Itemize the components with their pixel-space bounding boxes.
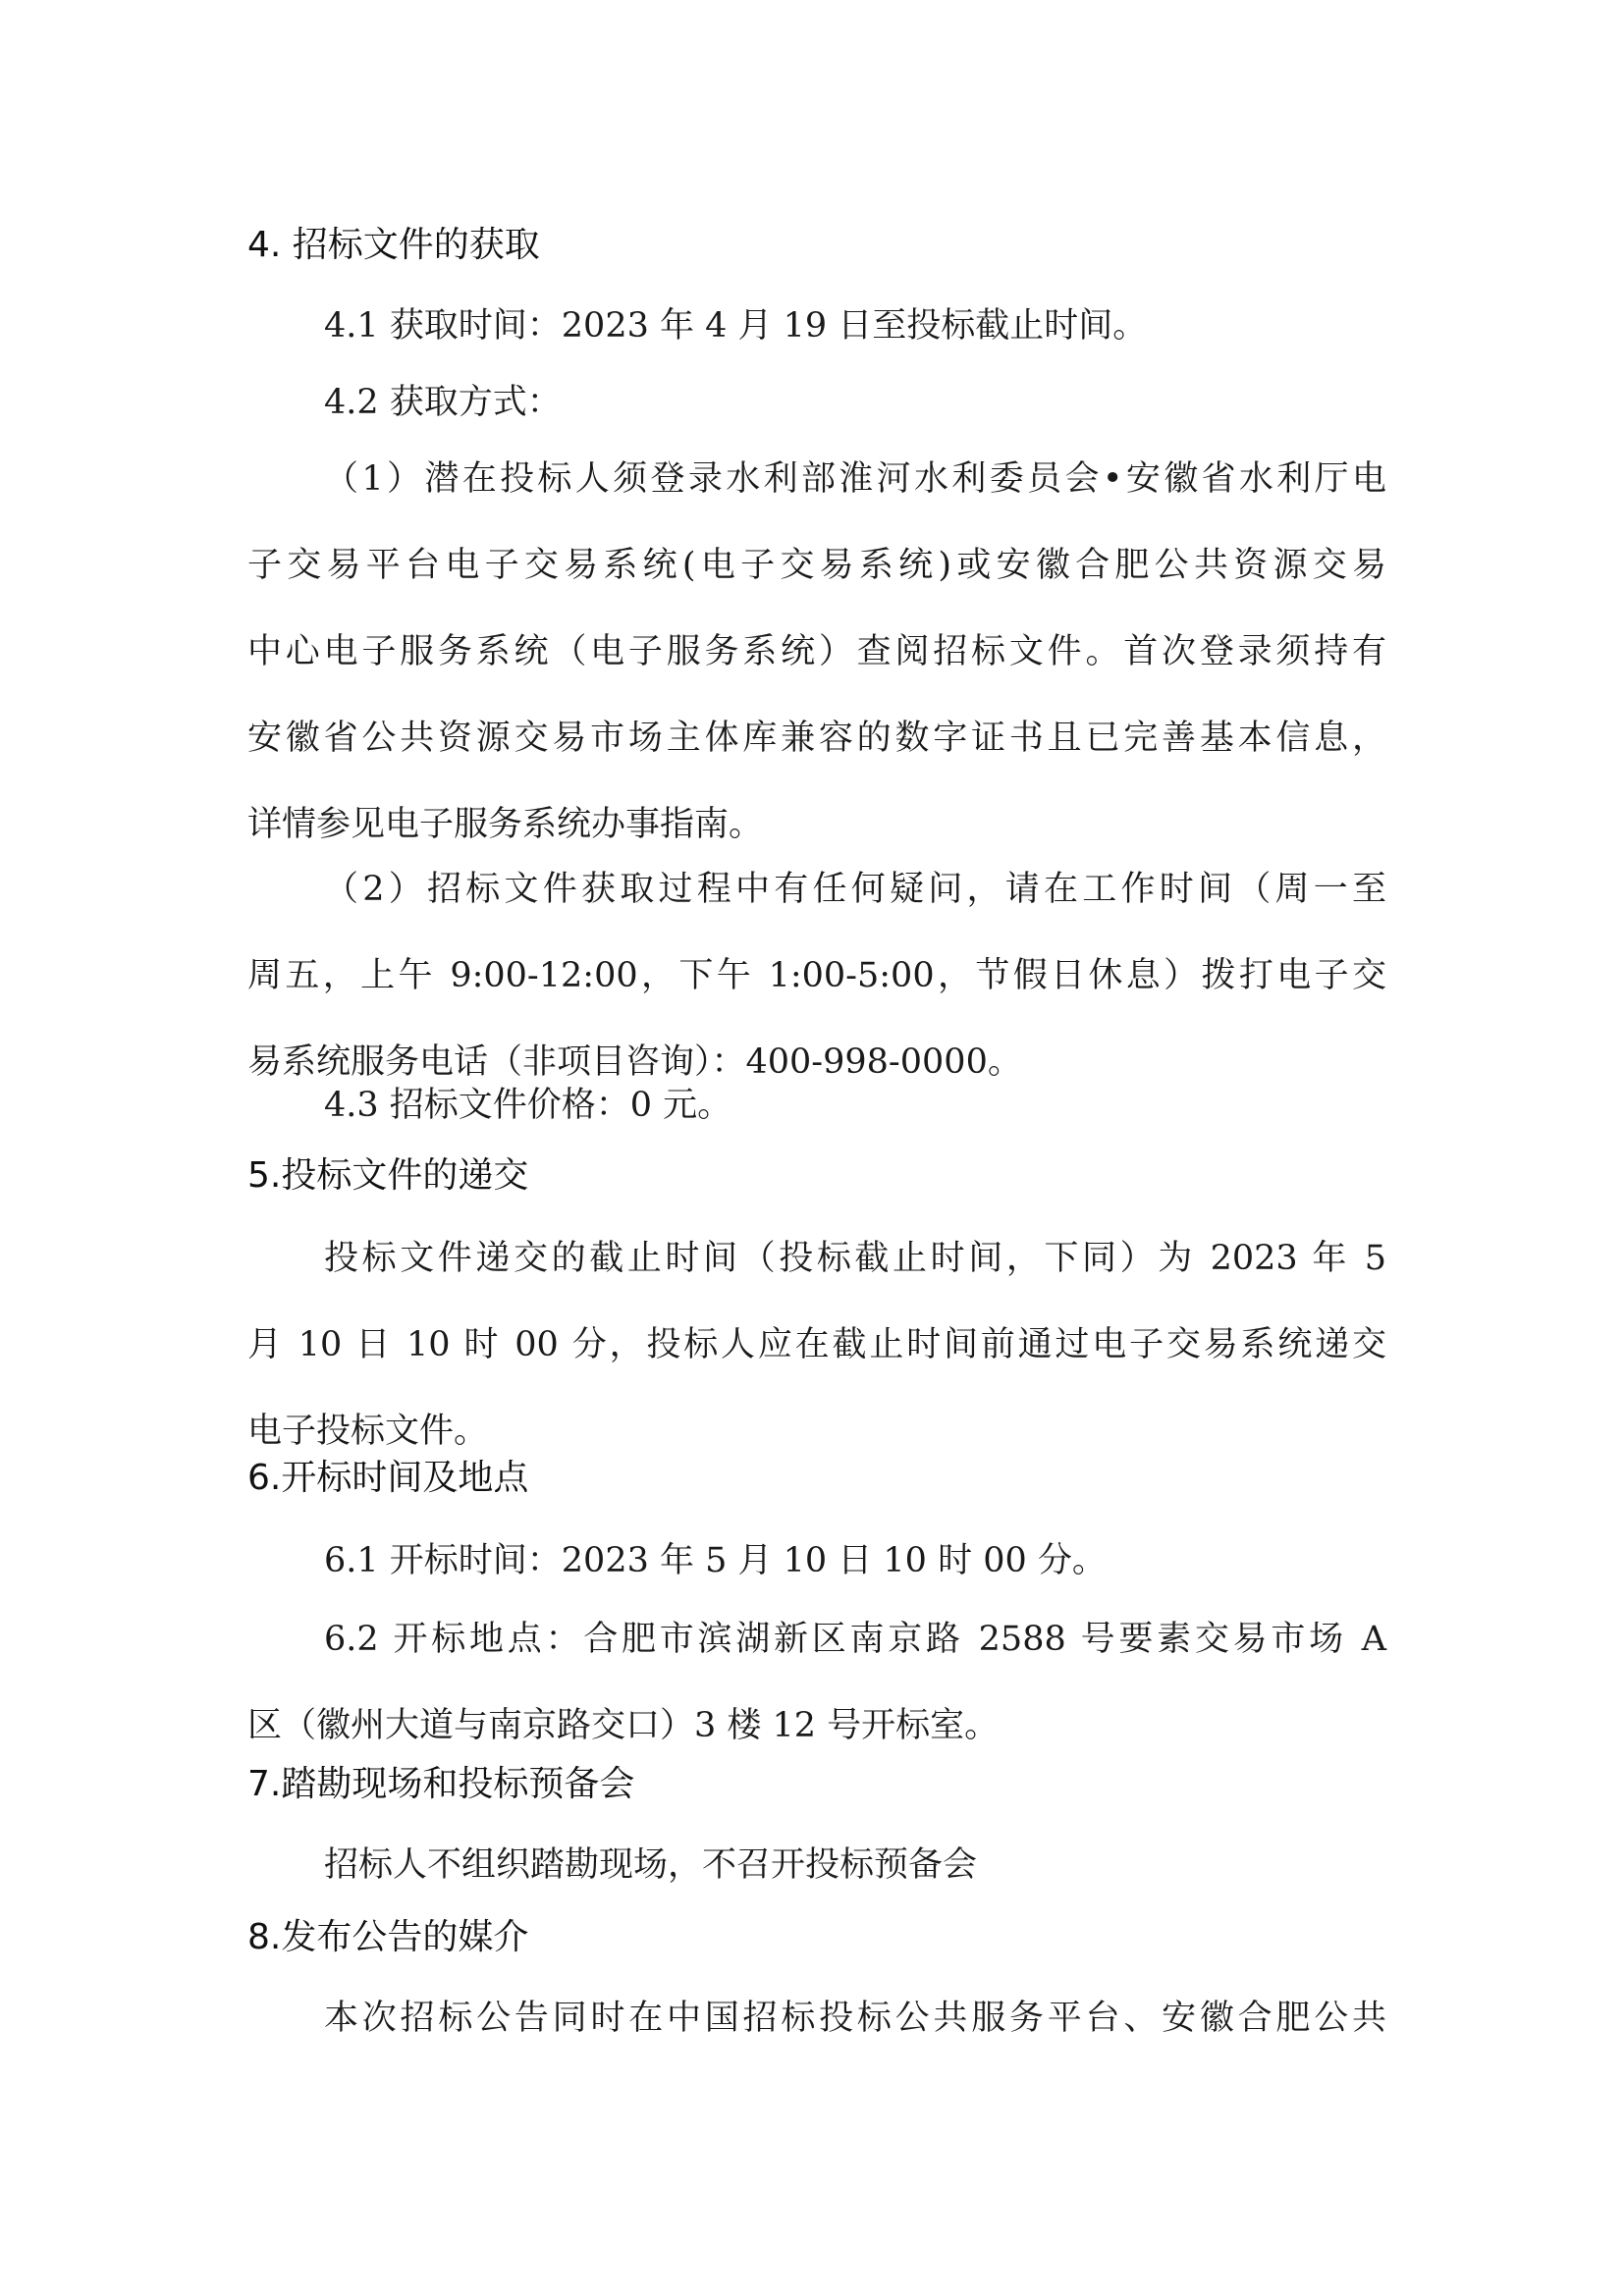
- item-4-2: [247, 359, 1386, 446]
- section-8-heading: 8.发布公告的媒介: [247, 1917, 529, 1957]
- paragraph-line: 电子投标文件。: [247, 1412, 489, 1451]
- item-4-3: [247, 1062, 1386, 1148]
- section-7-paragraph: [247, 1822, 1386, 1908]
- paragraph-line: 周五，上午 9:00-12:00，下午 1:00-5:00，节假日休息）拨打电子交: [247, 956, 1386, 995]
- item-4-2-paragraph-1: [247, 436, 1386, 868]
- paragraph-line: 中心电子服务系统（电子服务系统）查阅招标文件。首次登录须持有: [247, 632, 1386, 671]
- item-6-2: [247, 1596, 1386, 1769]
- paragraph-line: 子交易平台电子交易系统(电子交易系统)或安徽合肥公共资源交易: [247, 546, 1386, 585]
- paragraph-line: 区（徽州大道与南京路交口）3 楼 12 号开标室。: [247, 1706, 1000, 1745]
- section-4-heading: 4. 招标文件的获取: [247, 225, 540, 265]
- item-4-3-text: 4.3 招标文件价格：0 元。: [324, 1086, 732, 1125]
- paragraph-line: 易系统服务电话（非项目咨询）：400-998-0000。: [247, 1042, 1022, 1082]
- item-6-1: [247, 1518, 1386, 1604]
- section-5-paragraph: [247, 1215, 1386, 1474]
- item-6-1-text: 6.1 开标时间：2023 年 5 月 10 日 10 时 00 分。: [324, 1541, 1107, 1580]
- section-7-heading: 7.踏勘现场和投标预备会: [247, 1764, 635, 1804]
- paragraph-line: （2）招标文件获取过程中有任何疑问，请在工作时间（周一至: [324, 870, 1386, 909]
- item-4-1: [247, 283, 1386, 369]
- paragraph-line: 月 10 日 10 时 00 分，投标人应在截止时间前通过电子交易系统递交: [247, 1325, 1386, 1364]
- paragraph-line: 6.2 开标地点：合肥市滨湖新区南京路 2588 号要素交易市场 A: [324, 1620, 1386, 1659]
- item-4-2-text: 4.2 获取方式：: [324, 383, 562, 422]
- paragraph-line: 详情参见电子服务系统办事指南。: [247, 805, 764, 844]
- section-8-text: 本次招标公告同时在中国招标投标公共服务平台、安徽合肥公共: [324, 1999, 1386, 2038]
- paragraph-line: （1）潜在投标人须登录水利部淮河水利委员会•安徽省水利厅电: [324, 459, 1386, 499]
- item-4-1-text: 4.1 获取时间：2023 年 4 月 19 日至投标截止时间。: [324, 306, 1148, 346]
- paragraph-line: 安徽省公共资源交易市场主体库兼容的数字证书且已完善基本信息，: [247, 719, 1386, 758]
- section-5-heading: 5.投标文件的递交: [247, 1155, 529, 1196]
- section-8-paragraph: [247, 1975, 1386, 2061]
- section-7-text: 招标人不组织踏勘现场，不召开投标预备会: [324, 1845, 978, 1885]
- paragraph-line: 投标文件递交的截止时间（投标截止时间，下同）为 2023 年 5: [324, 1239, 1386, 1278]
- section-6-heading: 6.开标时间及地点: [247, 1458, 529, 1498]
